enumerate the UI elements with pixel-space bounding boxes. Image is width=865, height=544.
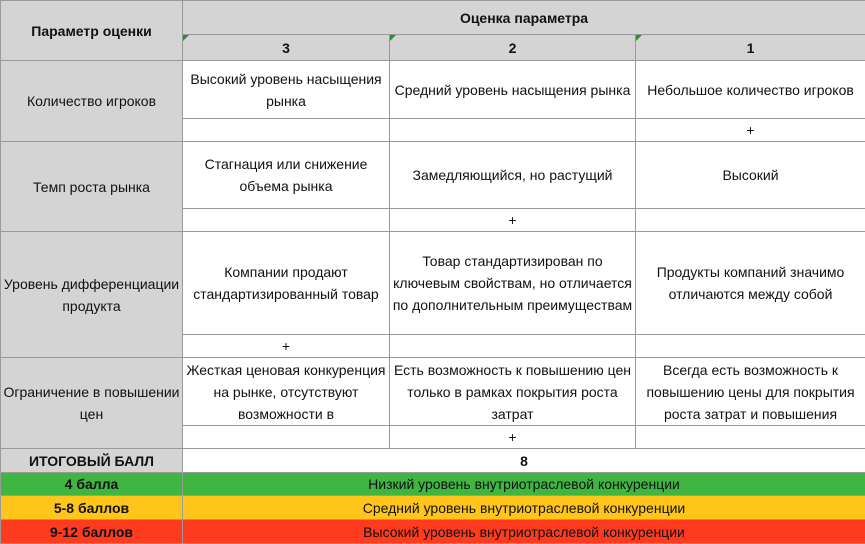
legend-text-mid[interactable]: Средний уровень внутриотраслевой конкуренции [183, 496, 865, 520]
legend-points-mid[interactable]: 5-8 баллов [1, 496, 183, 520]
mark-differentiation-2[interactable] [390, 335, 636, 358]
param-players[interactable]: Количество игроков [1, 61, 183, 142]
mark-growth-3[interactable] [183, 209, 390, 232]
mark-players-2[interactable] [390, 119, 636, 142]
cell-differentiation-1[interactable]: Продукты компаний значимо отличаются между собой [636, 232, 865, 335]
cell-differentiation-3[interactable]: Компании продают стандартизированный товар [183, 232, 390, 335]
legend-text-high[interactable]: Высокий уровень внутриотраслевой конкуренции [183, 520, 865, 544]
param-differentiation[interactable]: Уровень дифференциации продукта [1, 232, 183, 358]
total-label[interactable]: ИТОГОВЫЙ БАЛЛ [1, 449, 183, 473]
cell-price-limit-3[interactable]: Жесткая ценовая конкуренция на рынке, отсутствуют возможности в [183, 358, 390, 426]
mark-players-1[interactable]: + [636, 119, 865, 142]
cell-differentiation-2[interactable]: Товар стандартизирован по ключевым свойствам, но отличается по дополнительным преимуществам [390, 232, 636, 335]
mark-growth-1[interactable] [636, 209, 865, 232]
rating-header[interactable]: Оценка параметра [183, 1, 865, 35]
mark-growth-2[interactable]: + [390, 209, 636, 232]
cell-price-limit-2[interactable]: Есть возможность к повышению цен только в рамках покрытия роста затрат [390, 358, 636, 426]
mark-price-limit-2[interactable]: + [390, 426, 636, 449]
score-header-3[interactable]: 3 [183, 35, 390, 61]
param-header[interactable]: Параметр оценки [1, 1, 183, 61]
cell-growth-2[interactable]: Замедляющийся, но растущий [390, 142, 636, 209]
mark-players-3[interactable] [183, 119, 390, 142]
cell-players-2[interactable]: Средний уровень насыщения рынка [390, 61, 636, 119]
mark-differentiation-3[interactable]: + [183, 335, 390, 358]
legend-text-low[interactable]: Низкий уровень внутриотраслевой конкуренции [183, 473, 865, 496]
param-price-limit[interactable]: Ограничение в повышении цен [1, 358, 183, 449]
mark-price-limit-1[interactable] [636, 426, 865, 449]
param-growth[interactable]: Темп роста рынка [1, 142, 183, 232]
legend-points-high[interactable]: 9-12 баллов [1, 520, 183, 544]
cell-players-1[interactable]: Небольшое количество игроков [636, 61, 865, 119]
cell-growth-1[interactable]: Высокий [636, 142, 865, 209]
total-score[interactable]: 8 [183, 449, 865, 473]
mark-price-limit-3[interactable] [183, 426, 390, 449]
score-header-2[interactable]: 2 [390, 35, 636, 61]
cell-growth-3[interactable]: Стагнация или снижение объема рынка [183, 142, 390, 209]
score-header-1[interactable]: 1 [636, 35, 865, 61]
legend-points-low[interactable]: 4 балла [1, 473, 183, 496]
mark-differentiation-1[interactable] [636, 335, 865, 358]
cell-players-3[interactable]: Высокий уровень насыщения рынка [183, 61, 390, 119]
cell-price-limit-1[interactable]: Всегда есть возможность к повышению цены для покрытия роста затрат и повышения [636, 358, 865, 426]
